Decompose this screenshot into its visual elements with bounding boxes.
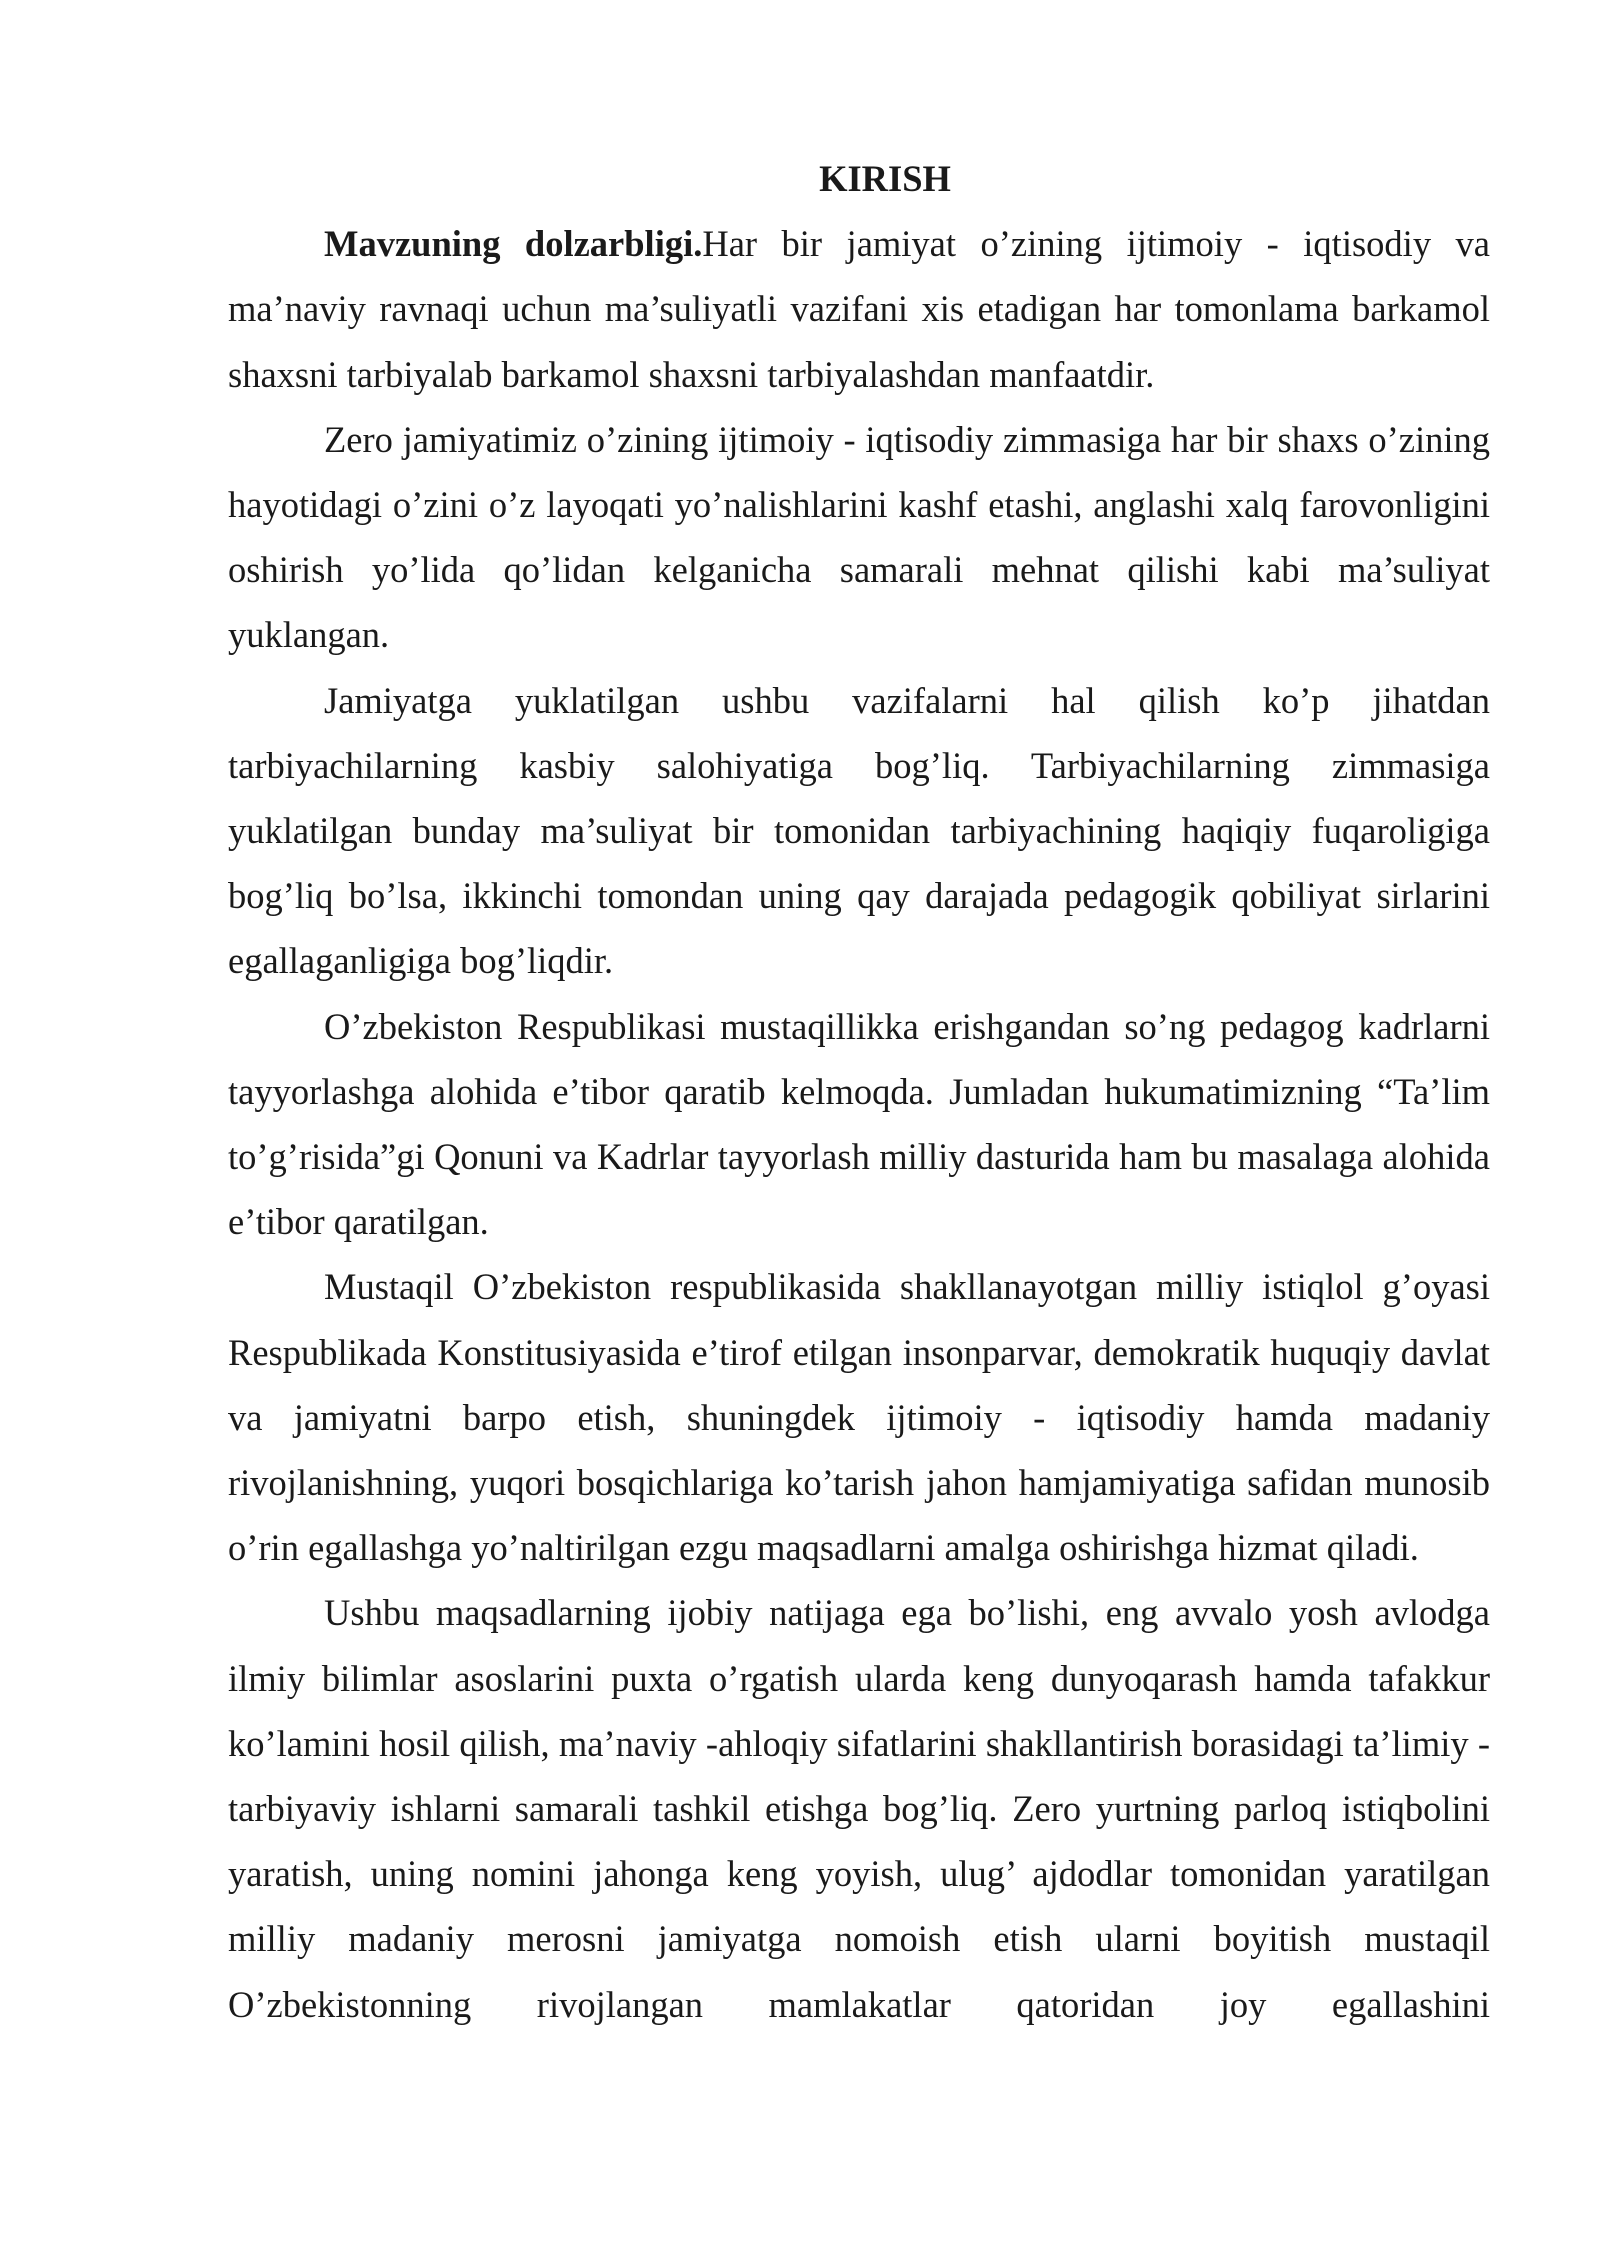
paragraph-1 [228, 211, 1490, 407]
document-page [228, 146, 1490, 2037]
section-heading-inline: Mavzuning dolzarbligi. [324, 223, 703, 265]
paragraph-6 [228, 1580, 1490, 2036]
paragraph-3 [228, 668, 1490, 994]
paragraph-2 [228, 407, 1490, 668]
paragraph-text: Ushbu maqsadlarning ijobiy natijaga ega bo’lishi, eng avvalo yosh avlodga ilmiy bilimlar asoslarini puxta o’rgatish ularda keng dunyoqarash hamda tafakkur ko’lamini hosil qilish, ma’naviy -ahloqiy sifatlarini shakllantirish borasidagi ta’limiy -tarbiyaviy ishlarni samarali tashkil etishga bog’liq. Zero yurtning parloq istiqbolini yaratish, uning nomini jahonga keng yoyish, ulug’ ajdodlar tomonidan yaratilgan milliy madaniy merosni jamiyatga nomoish etish ularni boyitish mustaqil O’zbekistonning rivojlangan mamlakatlar qatoridan joy egallashini [228, 1592, 1490, 2025]
page-title: KIRISH [819, 158, 951, 199]
paragraph-text: Zero jamiyatimiz o’zining ijtimoiy - iqtisodiy zimmasiga har bir shaxs o’zining hayotidagi o’zini o’z layoqati yo’nalishlarini kashf etashi, anglashi xalq farovonligini oshirish yo’lida qo’lidan kelganicha samarali mehnat qilishi kabi ma’suliyat yuklangan. [228, 418, 1490, 656]
paragraph-text: Har bir jamiyat o’zining ijtimoiy - iqtisodiy va ma’naviy ravnaqi uchun ma’suliyatli vazifani xis etadigan har tomonlama barkamol shaxsni tarbiyalab barkamol shaxsni tarbiyalashdan manfaatdir. [228, 223, 1490, 395]
paragraph-5 [228, 1254, 1490, 1580]
paragraph-4 [228, 994, 1490, 1255]
paragraph-text: Mustaqil O’zbekiston respublikasida shakllanayotgan milliy istiqlol g’oyasi Respublikada Konstitusiyasida e’tirof etilgan insonparvar, demokratik huquqiy davlat va jamiyatni barpo etish, shuningdek ijtimoiy - iqtisodiy hamda madaniy rivojlanishning, yuqori bosqichlariga ko’tarish jahon hamjamiyatiga safidan munosib o’rin egallashga yo’naltirilgan ezgu maqsadlarni amalga oshirishga hizmat qiladi. [228, 1266, 1490, 1569]
paragraph-text: Jamiyatga yuklatilgan ushbu vazifalarni hal qilish ko’p jihatdan tarbiyachilarning kasbiy salohiyatiga bog’liq. Tarbiyachilarning zimmasiga yuklatilgan bunday ma’suliyat bir tomonidan tarbiyachining haqiqiy fuqaroligiga bog’liq bo’lsa, ikkinchi tomondan uning qay darajada pedagogik qobiliyat sirlarini egallaganligiga bog’liqdir. [228, 679, 1490, 982]
paragraph-text: O’zbekiston Respublikasi mustaqillikka erishgandan so’ng pedagog kadrlarni tayyorlashga alohida e’tibor qaratib kelmoqda. Jumladan hukumatimizning “Ta’lim to’g’risida”gi Qonuni va Kadrlar tayyorlash milliy dasturida ham bu masalaga alohida e’tibor qaratilgan. [228, 1005, 1490, 1243]
